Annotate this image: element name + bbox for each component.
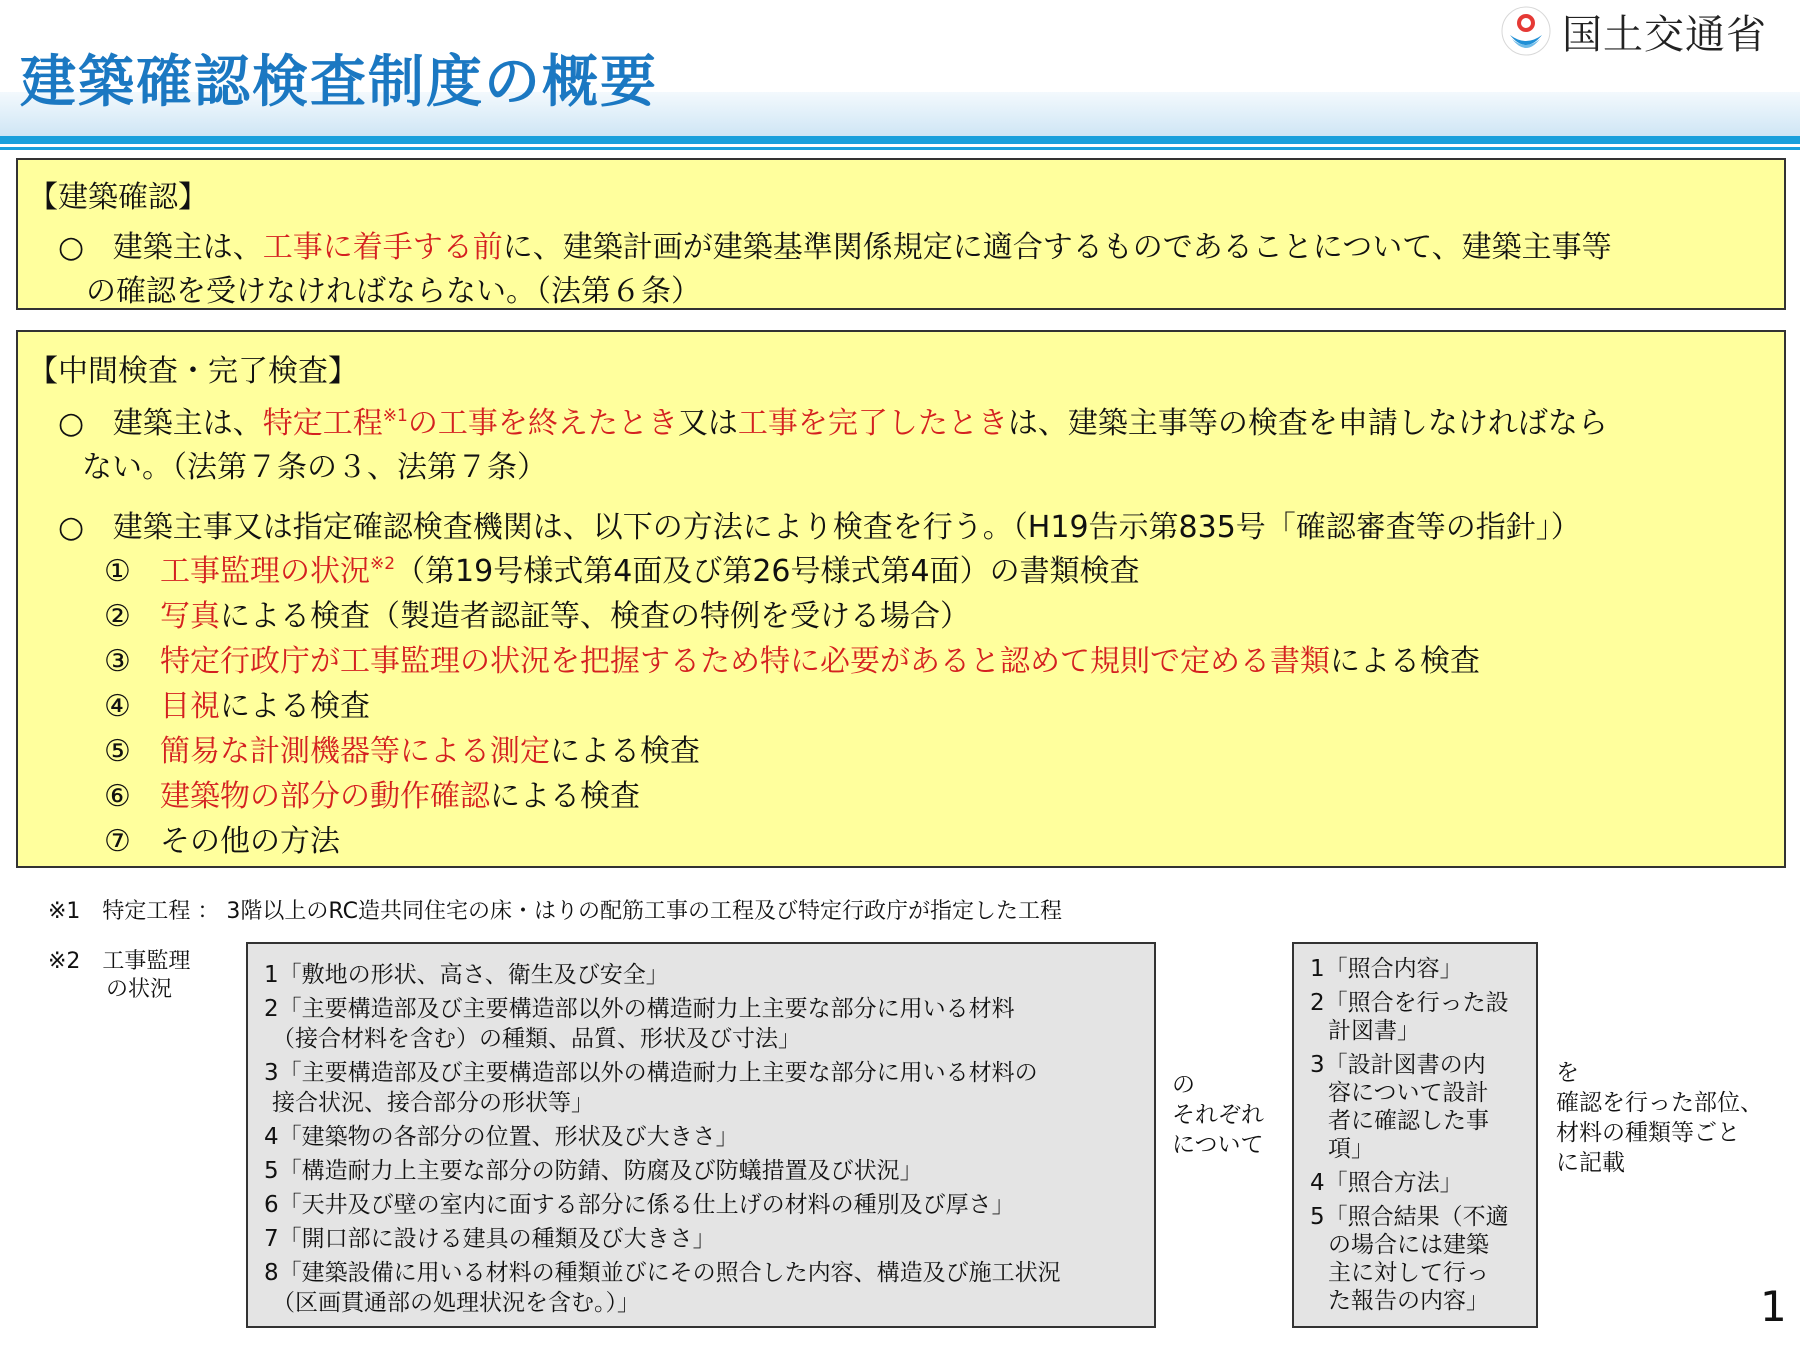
footnote-2-label-b: の状況	[106, 977, 173, 1002]
kanri-item-line: 5「構造耐力上主要な部分の防錆、防腐及び防蟻措置及び状況」	[264, 1158, 923, 1184]
connector-line: について	[1172, 1132, 1264, 1158]
text-segment: 建築主は、	[112, 406, 263, 441]
header-rule-thin	[0, 147, 1800, 150]
footnote-2-label-a: ※2 工事監理	[48, 949, 191, 974]
connector-line: それぞれ	[1172, 1102, 1264, 1128]
method-text: による検査（製造者認証等、検査の特例を受ける場合）	[220, 599, 970, 634]
kensa-paragraph1-line1	[58, 398, 1608, 442]
kensa-box	[16, 330, 1786, 868]
method-number: ⑦	[104, 824, 131, 859]
kanri-item-line: 7「開口部に設ける建具の種類及び大きさ」	[264, 1226, 716, 1252]
method-highlight: 工事監理の状況	[160, 554, 370, 589]
highlight-text: の工事を終えたとき	[407, 406, 678, 441]
method-number: ③	[104, 644, 131, 679]
mlit-logo-icon	[1500, 5, 1552, 57]
shogo-item-line: た報告の内容」	[1328, 1288, 1489, 1314]
kakunin-box	[16, 158, 1786, 310]
kakunin-heading: 【建築確認】	[28, 180, 208, 215]
method-highlight: 目視	[160, 689, 220, 724]
page-title: 建築確認検査制度の概要	[20, 50, 658, 115]
connector-text	[1172, 1070, 1264, 1160]
result-line: 確認を行った部位、	[1556, 1090, 1763, 1116]
text-segment: に、建築計画が建築基準関係規定に適合するものであることについて、建築主事等	[502, 230, 1612, 265]
kanri-item-line: （区画貫通部の処理状況を含む。）」	[272, 1290, 640, 1316]
shogo-item-line: の場合には建築	[1328, 1232, 1489, 1258]
method-item	[104, 636, 1480, 680]
kanri-item-line: 4「建築物の各部分の位置、形状及び大きさ」	[264, 1124, 739, 1150]
bullet-circle: ○	[58, 230, 85, 265]
result-line: 材料の種類等ごと	[1556, 1120, 1740, 1146]
shogo-item-line: 者に確認した事	[1328, 1108, 1489, 1134]
kanri-item-line: 8「建築設備に用いる材料の種類並びにその照合した内容、構造及び施工状況	[264, 1260, 1061, 1286]
method-item	[104, 591, 970, 635]
method-item	[104, 546, 1140, 590]
highlight-text: 工事に着手する前	[262, 230, 503, 265]
method-highlight: 建築物の部分の動作確認	[160, 779, 490, 814]
method-number: ④	[104, 689, 131, 724]
shogo-item-line: 主に対して行っ	[1328, 1260, 1489, 1286]
shogo-item-line: 計図書」	[1328, 1018, 1420, 1044]
shogo-item-line: 項」	[1328, 1136, 1374, 1162]
footnote-ref: ※1	[382, 406, 408, 426]
method-number: ⑥	[104, 779, 131, 814]
result-text	[1556, 1058, 1763, 1178]
method-number: ⑤	[104, 734, 131, 769]
method-item	[104, 816, 340, 860]
connector-line: の	[1172, 1072, 1195, 1098]
kensa-heading: 【中間検査・完了検査】	[28, 354, 358, 389]
ministry-logo	[1500, 0, 1800, 62]
method-text: （第19号様式第4面及び第26号様式第4面）の書類検査	[395, 554, 1140, 589]
method-number: ①	[104, 554, 131, 589]
method-item	[104, 726, 700, 770]
kanri-item-line: （接合材料を含む）の種類、品質、形状及び寸法」	[272, 1026, 801, 1052]
shogo-item-line: 4「照合方法」	[1310, 1170, 1463, 1196]
method-item	[104, 681, 370, 725]
method-text: による検査	[550, 734, 700, 769]
header-rule	[0, 136, 1800, 144]
method-highlight: 特定行政庁が工事監理の状況を把握するため特に必要があると認めて規則で定める書類	[160, 644, 1330, 679]
result-line: に記載	[1556, 1150, 1625, 1176]
kanri-item-line: 接合状況、接合部分の形状等」	[272, 1090, 594, 1116]
method-item	[104, 771, 640, 815]
method-number: ②	[104, 599, 131, 634]
kanri-item-line: 1「敷地の形状、高さ、衛生及び安全」	[264, 962, 669, 988]
method-text: による検査	[490, 779, 640, 814]
shogo-item-line: 5「照合結果（不適	[1310, 1204, 1509, 1230]
footnote-1: ※1 特定工程 ： 3階以上のRC造共同住宅の床・はりの配筋工事の工程及び特定行政庁が指定した工程	[48, 899, 1062, 924]
kakunin-paragraph-line2: の確認を受けなければならない。（法第６条）	[86, 274, 701, 309]
ministry-name: 国土交通省	[1562, 11, 1767, 58]
method-text: による検査	[220, 689, 370, 724]
text-segment: 建築主は、	[112, 230, 263, 265]
shogo-item-line: 1「照合内容」	[1310, 956, 1463, 982]
highlight-text: 工事を完了したとき	[737, 406, 1008, 441]
shogo-item-line: 2「照合を行った設	[1310, 990, 1509, 1016]
highlight-text: 特定工程	[262, 406, 383, 441]
kensa-paragraph2	[58, 502, 1581, 546]
footnote-ref: ※2	[370, 554, 396, 574]
kanri-items-box	[246, 942, 1156, 1328]
kanri-item-line: 2「主要構造部及び主要構造部以外の構造耐力上主要な部分に用いる材料	[264, 996, 1015, 1022]
page-number: 1	[1760, 1282, 1787, 1331]
bullet-circle: ○	[58, 406, 85, 441]
bullet-circle: ○	[58, 510, 85, 545]
text-segment: 又は	[677, 406, 738, 441]
kanri-item-line: 6「天井及び壁の室内に面する部分に係る仕上げの材料の種別及び厚さ」	[264, 1192, 1015, 1218]
kanri-item-line: 3「主要構造部及び主要構造部以外の構造耐力上主要な部分に用いる材料の	[264, 1060, 1038, 1086]
kakunin-paragraph-line1	[58, 222, 1612, 266]
text-segment: は、建築主事等の検査を申請しなければなら	[1007, 406, 1608, 441]
method-highlight: 簡易な計測機器等による測定	[160, 734, 550, 769]
shogo-items-box	[1292, 942, 1538, 1328]
text-segment: 建築主事又は指定確認検査機関は、以下の方法により検査を行う。（H19告示第835号「確認審査等の指針」）	[112, 510, 1581, 545]
shogo-item-line: 3「設計図書の内	[1310, 1052, 1486, 1078]
shogo-item-line: 容について設計	[1328, 1080, 1489, 1106]
kensa-paragraph1-line2: ない。（法第７条の３、法第７条）	[82, 450, 547, 485]
method-text: による検査	[1330, 644, 1480, 679]
method-highlight: 写真	[160, 599, 220, 634]
result-line: を	[1556, 1060, 1579, 1086]
method-text: その他の方法	[160, 824, 340, 859]
